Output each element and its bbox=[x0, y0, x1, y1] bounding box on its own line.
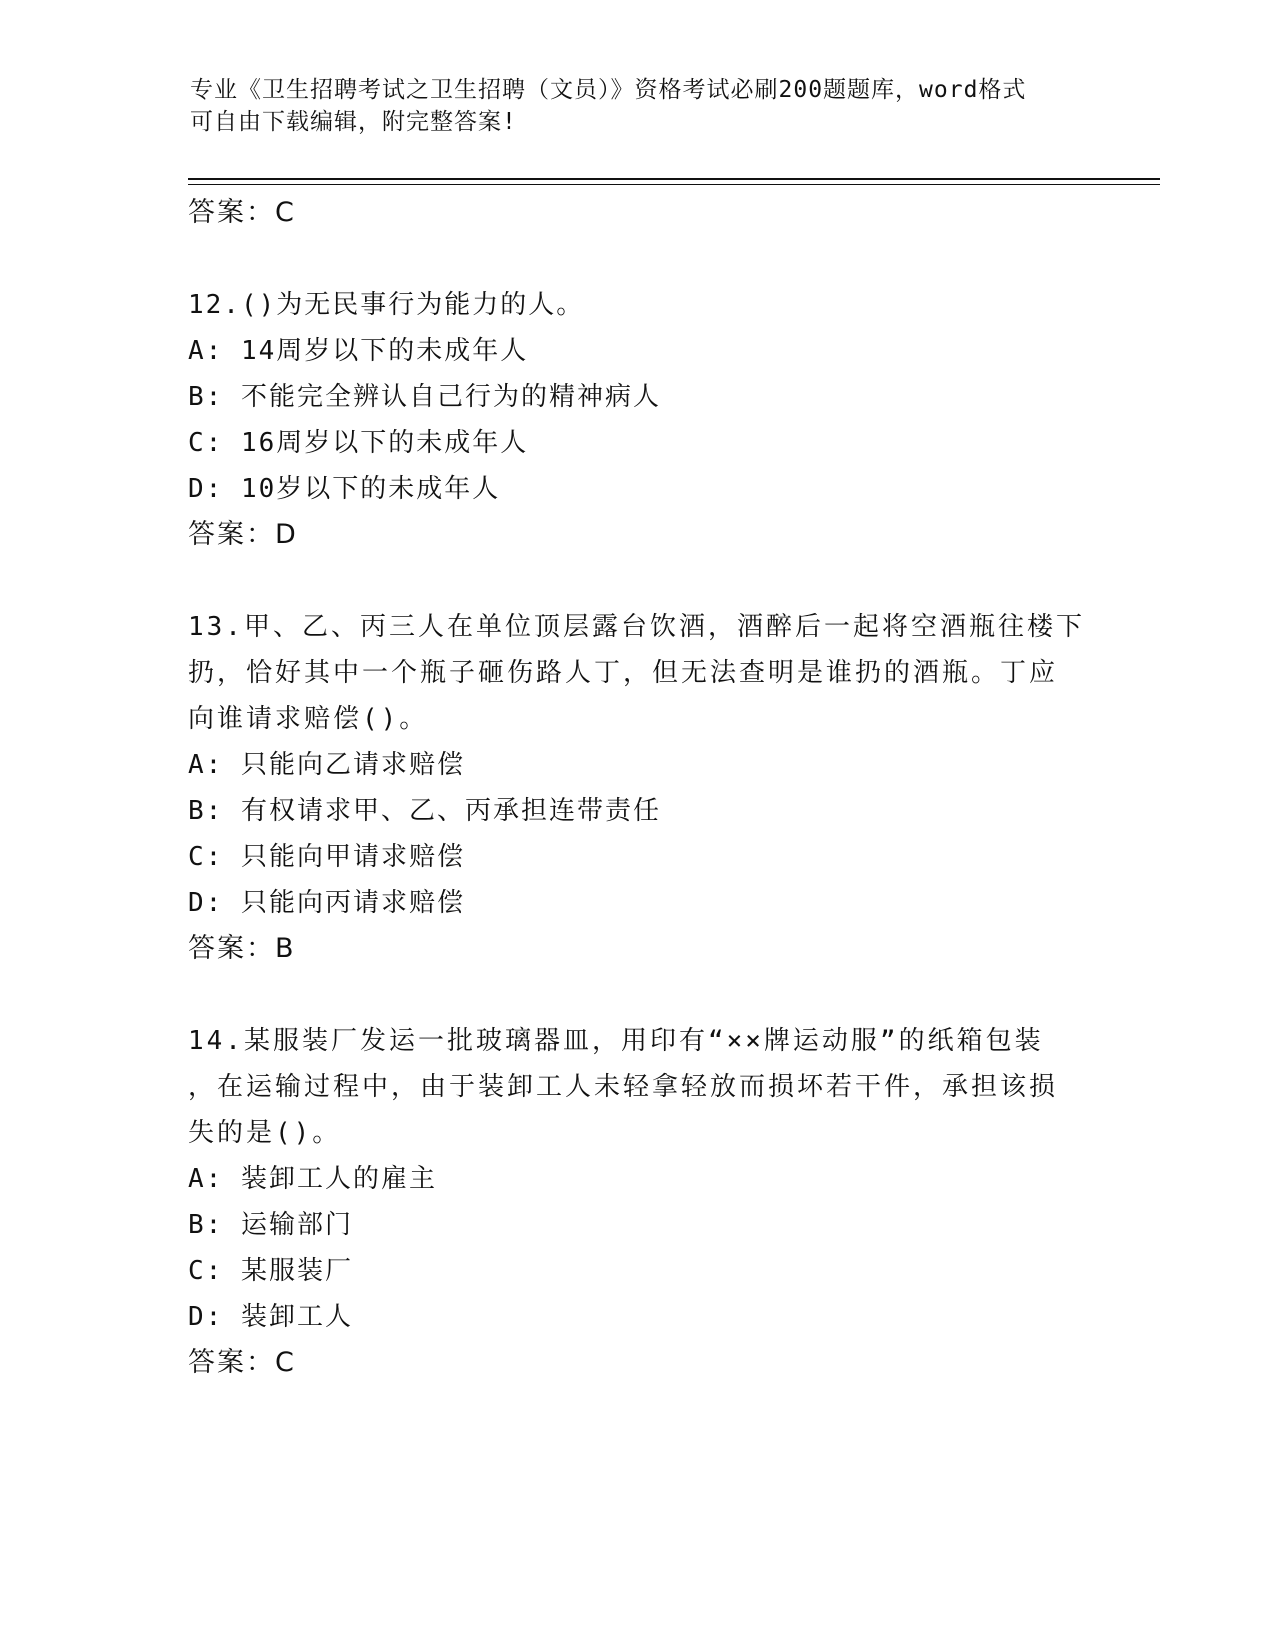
question-stem: 12.()为无民事行为能力的人。 bbox=[188, 290, 585, 320]
spacer bbox=[188, 972, 1088, 1018]
answer-label: 答案：B bbox=[188, 933, 296, 964]
question-stem-line-3: 向谁请求赔偿()。 bbox=[188, 704, 429, 734]
spacer bbox=[188, 558, 1088, 604]
question-item-14 bbox=[188, 1018, 1088, 1386]
answer-label: 答案：C bbox=[188, 1347, 296, 1378]
header-line-2: 可自由下载编辑，附完整答案! bbox=[190, 109, 517, 135]
question-stem-line-3: 失的是()。 bbox=[188, 1118, 342, 1148]
question-item-12 bbox=[188, 282, 1088, 558]
option-c: C: 16周岁以下的未成年人 bbox=[188, 428, 529, 458]
header-divider-thick bbox=[188, 178, 1160, 180]
option-c: C: 某服装厂 bbox=[188, 1256, 353, 1286]
option-a: A: 只能向乙请求赔偿 bbox=[188, 750, 465, 780]
option-d: D: 装卸工人 bbox=[188, 1302, 353, 1332]
option-b: B: 有权请求甲、乙、丙承担连带责任 bbox=[188, 796, 661, 826]
option-d: D: 10岁以下的未成年人 bbox=[188, 474, 501, 504]
option-b: B: 不能完全辨认自己行为的精神病人 bbox=[188, 382, 661, 412]
option-b: B: 运输部门 bbox=[188, 1210, 353, 1240]
header-line-1: 专业《卫生招聘考试之卫生招聘（文员）》资格考试必刷200题题库，word格式 bbox=[190, 77, 1027, 103]
spacer bbox=[188, 236, 1088, 282]
document-header bbox=[190, 74, 1090, 138]
option-c: C: 只能向甲请求赔偿 bbox=[188, 842, 465, 872]
option-a: A: 装卸工人的雇主 bbox=[188, 1164, 437, 1194]
option-a: A: 14周岁以下的未成年人 bbox=[188, 336, 529, 366]
answer-label: 答案：D bbox=[188, 519, 298, 550]
header-divider-thin bbox=[188, 184, 1160, 185]
previous-answer: 答案：C bbox=[188, 197, 296, 228]
question-item-13 bbox=[188, 604, 1088, 972]
question-stem-line-1: 13.甲、乙、丙三人在单位顶层露台饮酒，酒醉后一起将空酒瓶往楼下 bbox=[188, 612, 1085, 642]
question-stem-line-1: 14.某服装厂发运一批玻璃器皿，用印有“××牌运动服”的纸箱包装 bbox=[188, 1026, 1044, 1056]
question-stem-line-2: ，在运输过程中，由于装卸工人未轻拿轻放而损坏若干件，承担该损 bbox=[188, 1072, 1059, 1102]
option-d: D: 只能向丙请求赔偿 bbox=[188, 888, 465, 918]
question-stem-line-2: 扔，恰好其中一个瓶子砸伤路人丁，但无法查明是谁扔的酒瓶。丁应 bbox=[188, 658, 1059, 688]
question-list bbox=[188, 190, 1088, 1386]
